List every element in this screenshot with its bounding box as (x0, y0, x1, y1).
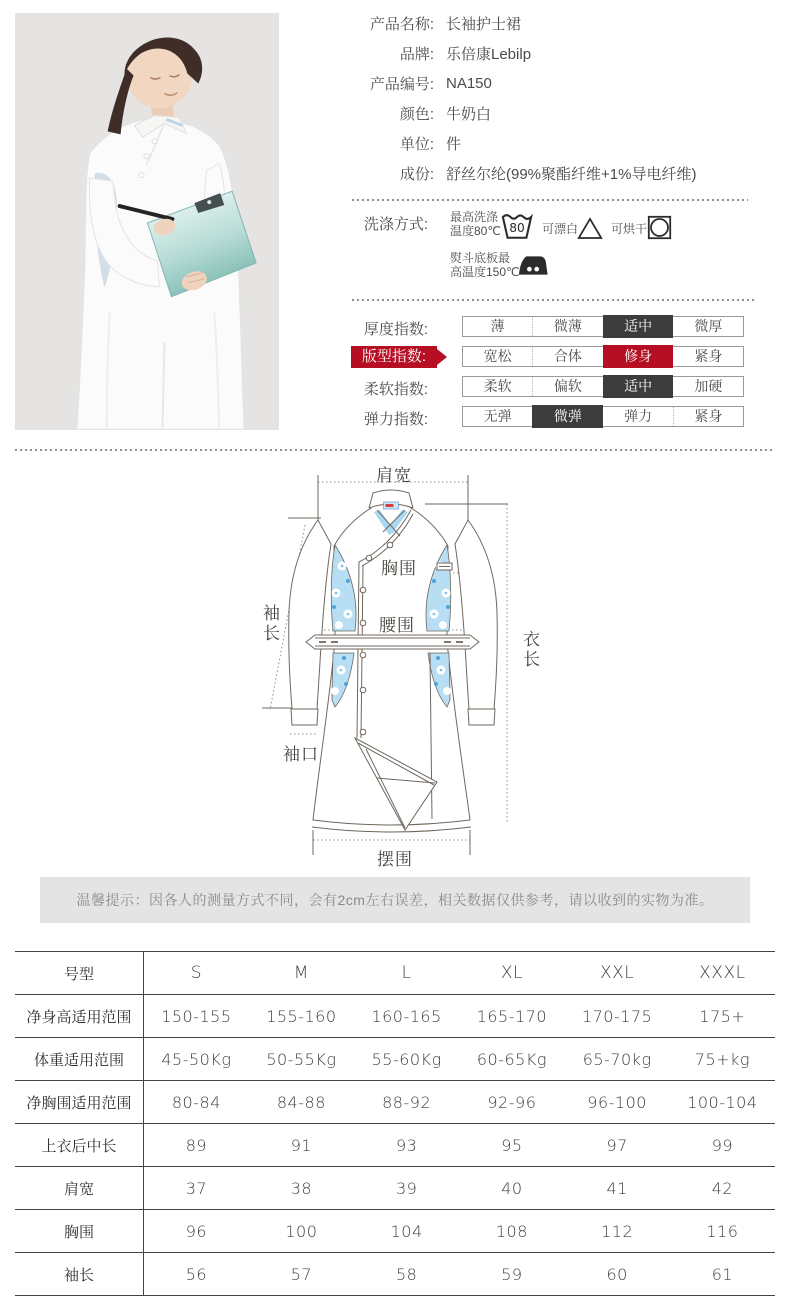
fit-index-scale: 宽松 合体 修身 紧身 (462, 346, 744, 367)
measurement-notice: 温馨提示：因各人的测量方式不同，会有2cm左右误差，相关数据仅供参考，请以收到的实物为准。 (40, 877, 750, 923)
elasticity-index-row (350, 406, 750, 428)
info-row (350, 8, 786, 38)
info-label: 品牌: (399, 45, 434, 63)
table-row-sleeve: 袖长 56 57 58 59 60 61 (15, 1253, 775, 1296)
bust-label: 胸围 (381, 559, 417, 578)
info-row (350, 158, 786, 188)
garment-sketch (289, 490, 498, 832)
iron-icon (518, 254, 549, 277)
dotted-divider (352, 199, 748, 201)
garment-length-label: 衣长 (520, 630, 539, 670)
table-row-bust: 胸围 96 100 104 108 112 116 (15, 1210, 775, 1253)
size-table (15, 951, 775, 1296)
model-photo (15, 13, 279, 430)
info-row (350, 68, 786, 98)
product-info (350, 8, 786, 188)
selected-option: 修身 (603, 345, 673, 368)
triangle-icon (577, 217, 603, 240)
info-label: 产品名称: (369, 15, 434, 33)
info-label: 成份: (399, 165, 434, 183)
model-photo-illustration (15, 13, 279, 430)
washing-label: 洗涤方式: (363, 216, 428, 233)
sleeve-length-label: 袖长 (260, 604, 279, 644)
softness-index-scale: 柔软 偏软 适中 加硬 (462, 376, 744, 397)
waist-label: 腰围 (379, 616, 415, 635)
cuff-label: 袖口 (283, 745, 319, 764)
color-value: 牛奶白 (446, 105, 492, 123)
product-name: 长袖护士裙 (446, 15, 522, 33)
table-row-bust-range: 净胸围适用范围 80-84 84-88 88-92 92-96 96-100 100-104 (15, 1081, 775, 1124)
garment-measurement-diagram (85, 448, 705, 878)
selected-option: 适中 (603, 375, 673, 398)
softness-index-label: 柔软指数: (363, 381, 428, 398)
selected-option: 适中 (603, 315, 673, 338)
iron-caption: 熨斗底板最 高温度150℃ (450, 251, 520, 279)
table-row-height-range: 净身高适用范围 150-155 155-160 160-165 165-170 170-175 175+ (15, 995, 775, 1038)
unit-value: 件 (446, 135, 462, 153)
tumble-dry-caption: 可烘干 (611, 222, 648, 236)
material-value: 舒丝尔纶(99%聚酯纤维+1%导电纤维) (446, 165, 697, 183)
washing-instructions (350, 205, 786, 297)
selected-option: 微弹 (532, 405, 602, 428)
fit-index-label: 版型指数: (351, 346, 437, 368)
elasticity-index-label: 弹力指数: (363, 411, 428, 428)
info-row (350, 38, 786, 68)
fit-index-row (350, 346, 750, 368)
info-label: 颜色: (399, 105, 434, 123)
wash-temp-caption: 最高洗涤 温度80℃ (450, 210, 501, 238)
softness-index-row (350, 376, 750, 398)
info-row (350, 128, 786, 158)
wash-tub-icon (501, 211, 533, 240)
product-code: NA150 (446, 74, 492, 92)
size-table-header: 号型 S M L XL XXL XXXL (15, 952, 775, 995)
svg-text:80: 80 (509, 221, 525, 236)
info-label: 单位: (399, 135, 434, 153)
dotted-divider (352, 299, 756, 301)
info-row (350, 98, 786, 128)
table-row-weight-range: 体重适用范围 45-50Kg 50-55Kg 55-60Kg 60-65Kg 65-70kg 75+kg (15, 1038, 775, 1081)
shoulder-width-label: 肩宽 (376, 466, 412, 485)
brand: 乐倍康Lebilp (446, 45, 532, 63)
thickness-index-label: 厚度指数: (363, 321, 428, 338)
table-row-shoulder: 肩宽 37 38 39 40 41 42 (15, 1167, 775, 1210)
info-label: 产品编号: (369, 75, 434, 93)
thickness-index-row (350, 316, 750, 338)
hem-label: 摆围 (377, 850, 413, 869)
bleach-caption: 可漂白 (542, 222, 579, 236)
square-circle-icon (647, 215, 672, 240)
thickness-index-scale: 薄 微薄 适中 微厚 (462, 316, 744, 337)
elasticity-index-scale: 无弹 微弹 弹力 紧身 (462, 406, 744, 427)
table-row-back-length: 上衣后中长 89 91 93 95 97 99 (15, 1124, 775, 1167)
